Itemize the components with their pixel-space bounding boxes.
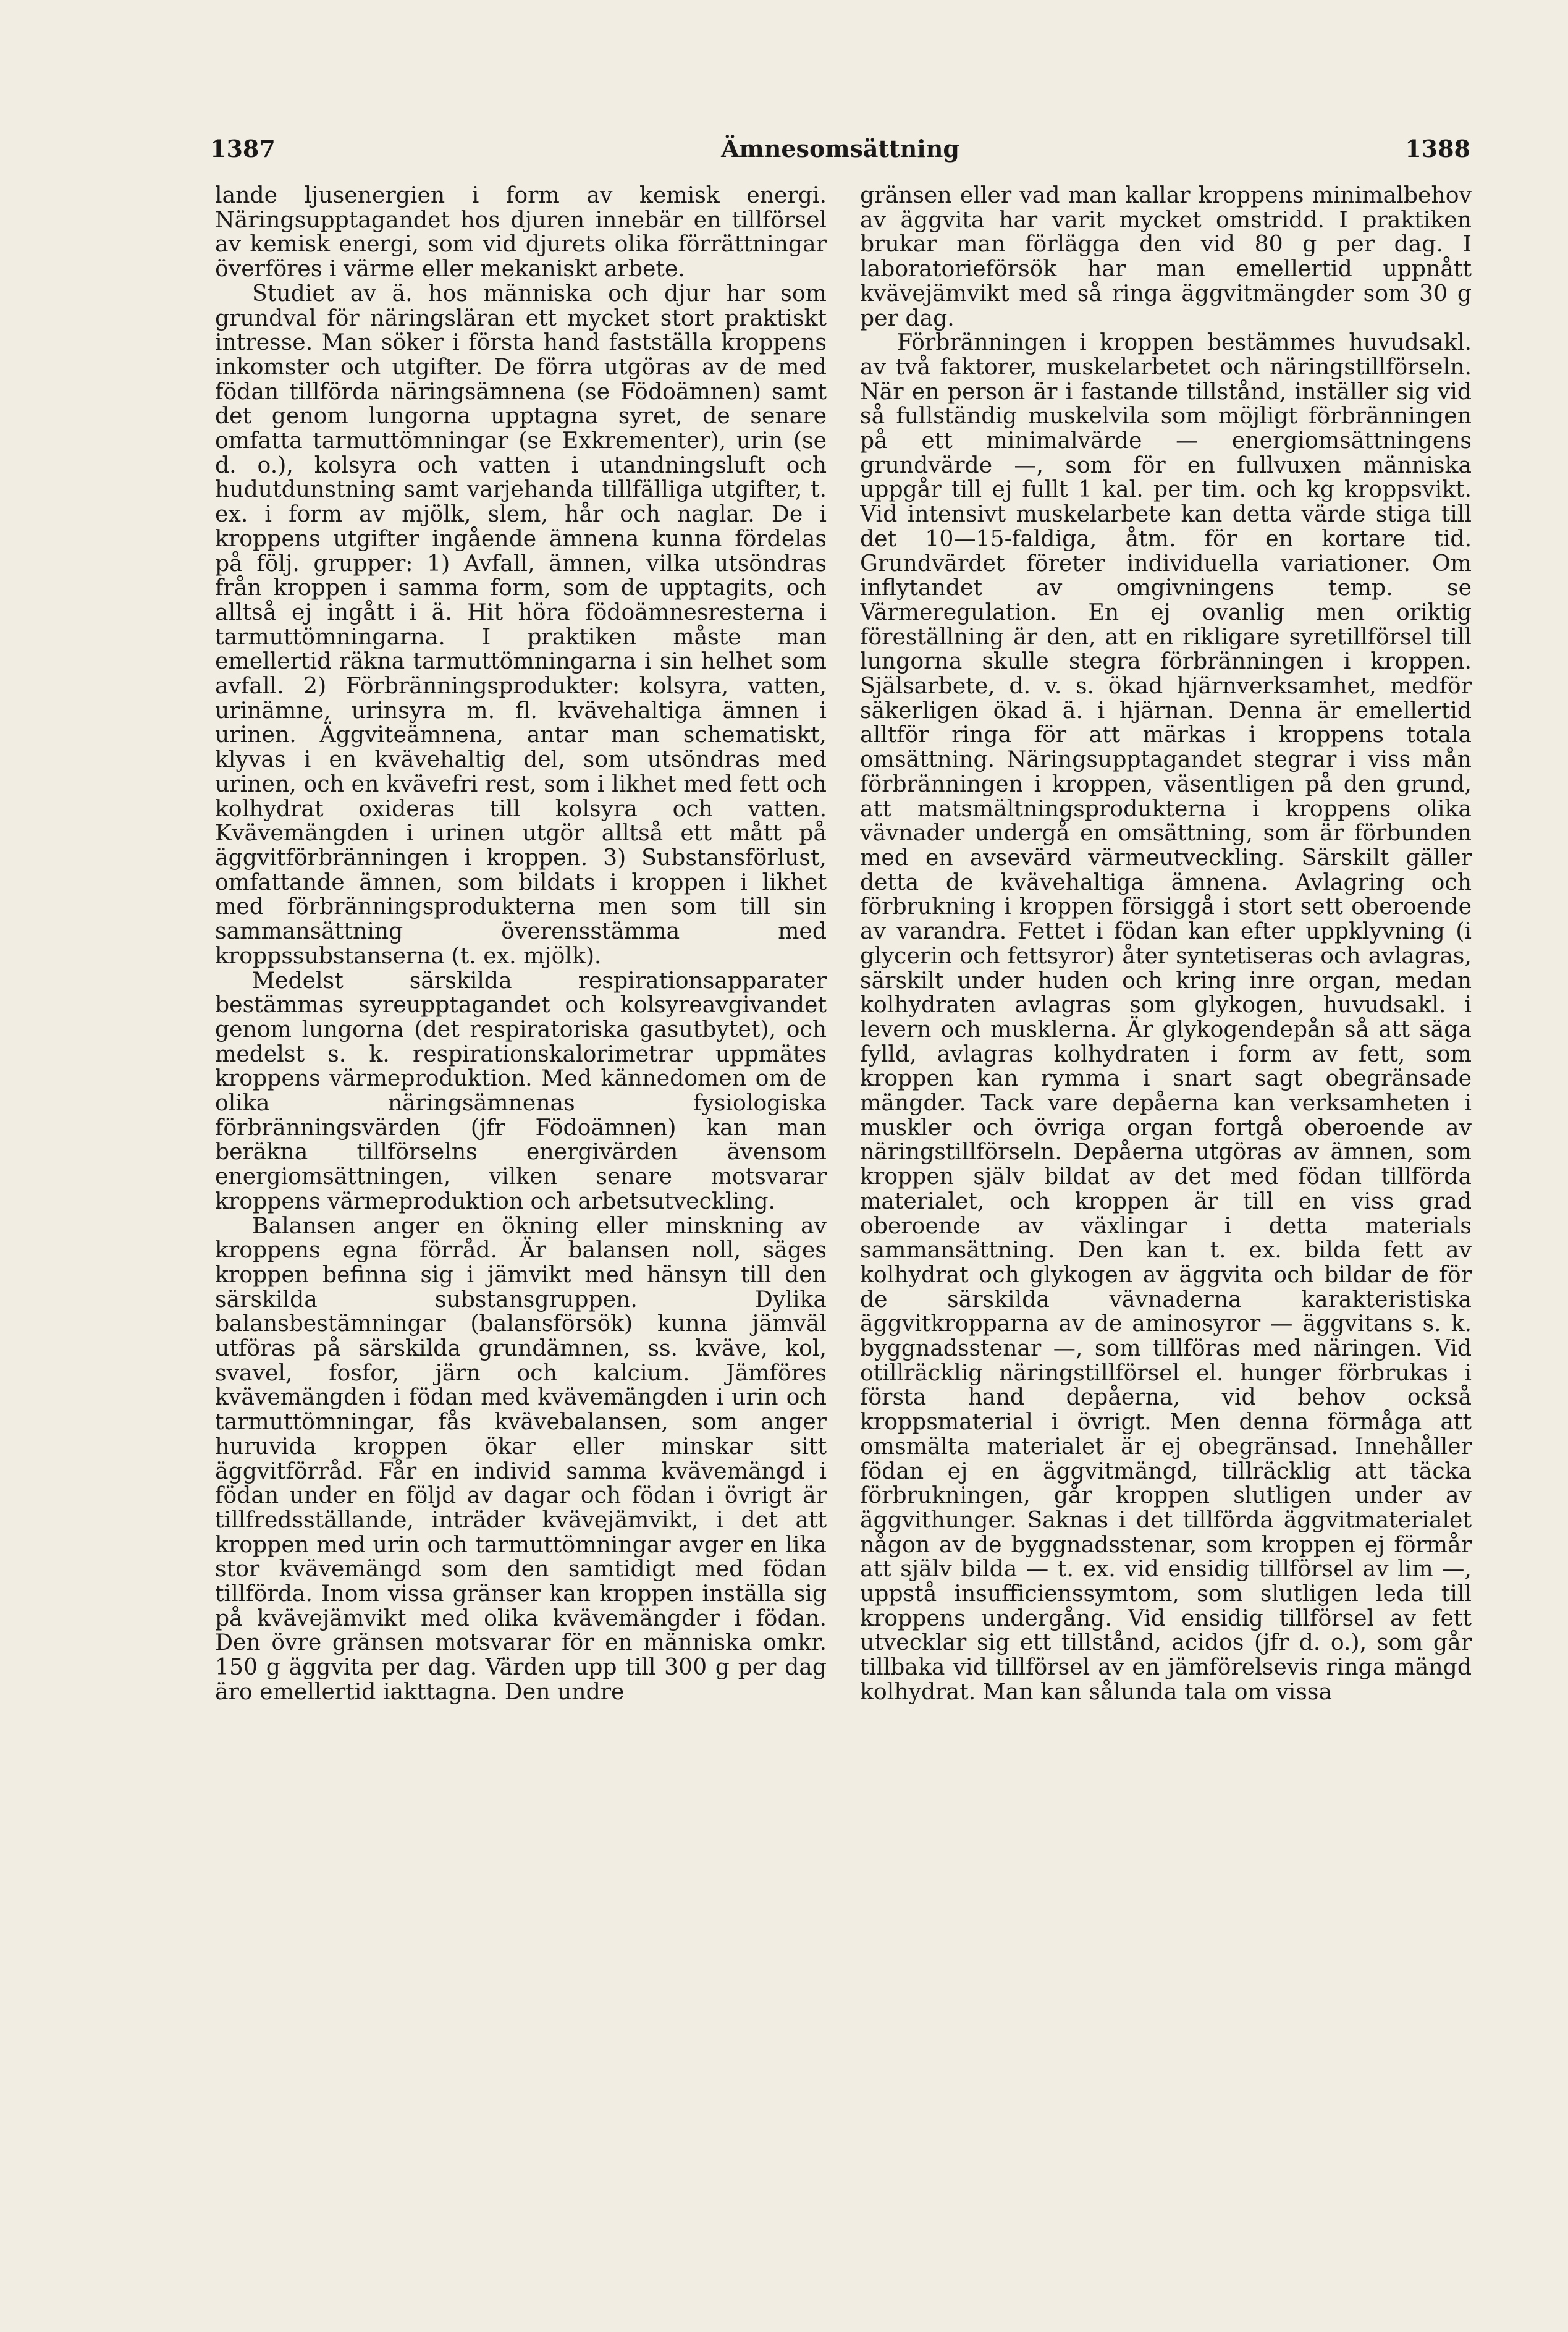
paragraph: Medelst särskilda respirationsapparater bestämmas syreupptagandet och kolsyreavgivandet genom lungorna (det respiratoriska gasutbytet), och medelst s. k. respirationskalorimetrar uppmätes kroppens värmeproduktion. Med kännedomen om de olika näringsämnenas fysiologiska förbränningsvärden (jfr Födoämnen) kan man beräkna tillförselns energivärden ävensom energiomsättningen, vilken senare motsvarar kroppens värmeproduktion och arbetsutveckling. <box>215 966 827 1214</box>
running-title: Ämnesomsättning <box>721 135 959 163</box>
paragraph: lande ljusenergien i form av kemisk energi. Näringsupptagandet hos djuren innebär en tillförsel av kemisk energi, som vid djurets olika förrättningar överföres i värme eller mekaniskt arbete. <box>215 183 827 282</box>
page-number-right: 1388 <box>1405 135 1470 163</box>
paragraph: Förbränningen i kroppen bestämmes huvudsakl. av två faktorer, muskelarbetet och näringstillförseln. När en person är i fastande tillstånd, inställer sig vid så fullständig muskelvila som möjligt förbränningen på ett minimalvärde — energiomsättningens grundvärde —, som för en fullvuxen människa uppgår till ej fullt 1 kal. per tim. och kg kroppsvikt. Vid intensivt muskelarbete kan detta värde stiga till det 10—15-faldiga, åtm. för en kortare tid. Grundvärdet företer individuella variationer. Om inflytandet av omgivningens temp. se Värmeregulation. En ej ovanlig men oriktig föreställning är den, att en rikligare syretillförsel till lungorna skulle stegra förbränningen i kroppen. Själsarbete, d. v. s. ökad hjärnverksamhet, medför säkerligen ökad ä. i hjärnan. Denna är emellertid alltför ringa för att märkas i kroppens totala omsättning. Näringsupptagandet stegrar i viss mån förbränningen i kroppen, väsentligen på den grund, att matsmältningsprodukterna i kroppens olika vävnader undergå en omsättning, som är förbunden med en avsevärd värmeutveckling. Särskilt gäller detta de kvävehaltiga ämnena. Avlagring och förbrukning i kroppen försiggå i stort sett oberoende av varandra. Fettet i födan kan efter uppklyvning (i glycerin och fettsyror) åter syntetiseras och avlagras, särskilt under huden och kring inre organ, medan kolhydraten avlagras som glykogen, huvudsakl. i levern och musklerna. Är glykogendepån så att säga fylld, avlagras kolhydraten i form av fett, som kroppen kan rymma i snart sagt obegränsade mängder. Tack vare depåerna kan verksamheten i muskler och övriga organ fortgå oberoende av näringstillförseln. Depåerna utgöras av ämnen, som kroppen själv bildat av det med födan tillförda materialet, och kroppen är till en viss grad oberoende av växlingar i detta materials sammansättning. Den kan t. ex. bilda fett av kolhydrat och glykogen av äggvita och bildar de för de särskilda vävnaderna karakteristiska äggvitkropparna av de aminosyror — äggvitans s. k. byggnadsstenar —, som tillföras med näringen. Vid otillräcklig näringstillförsel el. hunger förbrukas i första hand depåerna, vid behov också kroppsmaterial i övrigt. Men denna förmåga att omsmälta materialet är ej obegränsad. Innehåller födan ej en äggvitmängd, tillräcklig att täcka förbrukningen, går kroppen slutligen under av äggvithunger. Saknas i det tillförda äggvitmaterialet någon av de byggnadsstenar, som kroppen ej förmår att själv bilda — t. ex. vid ensidig tillförsel av lim —, uppstå insufficienssymtom, som slutligen leda till kroppens undergång. Vid ensidig tillförsel av fett utvecklar sig ett tillstånd, acidos (jfr d. o.), som går tillbaka vid tillförsel av en jämförelsevis ringa mängd kolhydrat. Man kan sålunda tala om vissa <box>860 329 1472 1705</box>
page-number-left: 1387 <box>210 135 276 163</box>
left-column <box>215 183 827 2296</box>
paragraph: Studiet av ä. hos människa och djur har som grundval för näringsläran ett mycket stort praktiskt intresse. Man söker i första hand fastställa kroppens inkomster och utgifter. De förra utgöras av de med födan tillförda näringsämnena (se Födoämnen) samt det genom lungorna upptagna syret, de senare omfatta tarmuttömningar (se Exkrementer), urin (se d. o.), kolsyra och vatten i utandningsluft och hudutdunstning samt varjehanda tillfälliga utgifter, t. ex. i form av mjölk, slem, hår och naglar. De i kroppens utgifter ingående ämnena kunna fördelas på följ. grupper: 1) Avfall, ämnen, vilka utsöndras från kroppen i samma form, som de upptagits, och alltså ej ingått i ä. Hit höra födoämnesresterna i tarmuttömningarna. I praktiken måste man emellertid räkna tarmuttömningarna i sin helhet som avfall. 2) Förbränningsprodukter: kolsyra, vatten, urinämne, urinsyra m. fl. kvävehaltiga ämnen i urinen. Äggviteämnena, antar man schematiskt, klyvas i en kvävehaltig del, som utsöndras med urinen, och en kvävefri rest, som i likhet med fett och kolhydrat oxideras till kolsyra och vatten. Kvävemängden i urinen utgör alltså ett mått på äggvitförbränningen i kroppen. 3) Substansförlust, omfattande ämnen, som bildats i kroppen i likhet med förbränningsprodukterna men som till sin sammansättning överensstämma med kroppssubstanserna (t. ex. mjölk). <box>215 279 827 969</box>
paragraph: gränsen eller vad man kallar kroppens minimalbehov av äggvita har varit mycket omstridd. I praktiken brukar man förlägga den vid 80 g per dag. I laboratorieförsök har man emellertid uppnått kvävejämvikt med så ringa äggvitmängder som 30 g per dag. <box>860 183 1472 331</box>
page-header <box>210 135 1470 172</box>
right-column <box>860 183 1472 2296</box>
paragraph: Balansen anger en ökning eller minskning av kroppens egna förråd. Är balansen noll, säges kroppen befinna sig i jämvikt med hänsyn till den särskilda substansgruppen. Dylika balansbestämningar (balansförsök) kunna jämväl utföras på särskilda grundämnen, ss. kväve, kol, svavel, fosfor, järn och kalcium. Jämföres kvävemängden i födan med kvävemängden i urin och tarmuttömningar, fås kvävebalansen, som anger huruvida kroppen ökar eller minskar sitt äggvitförråd. Får en individ samma kvävemängd i födan under en följd av dagar och födan i övrigt är tillfredsställande, inträder kvävejämvikt, i det att kroppen med urin och tarmuttömningar avger en lika stor kvävemängd som den samtidigt med födan tillförda. Inom vissa gränser kan kroppen inställa sig på kvävejämvikt med olika kvävemängder i födan. Den övre gränsen motsvarar för en människa omkr. 150 g äggvita per dag. Värden upp till 300 g per dag äro emellertid iakttagna. Den undre <box>215 1212 827 1705</box>
